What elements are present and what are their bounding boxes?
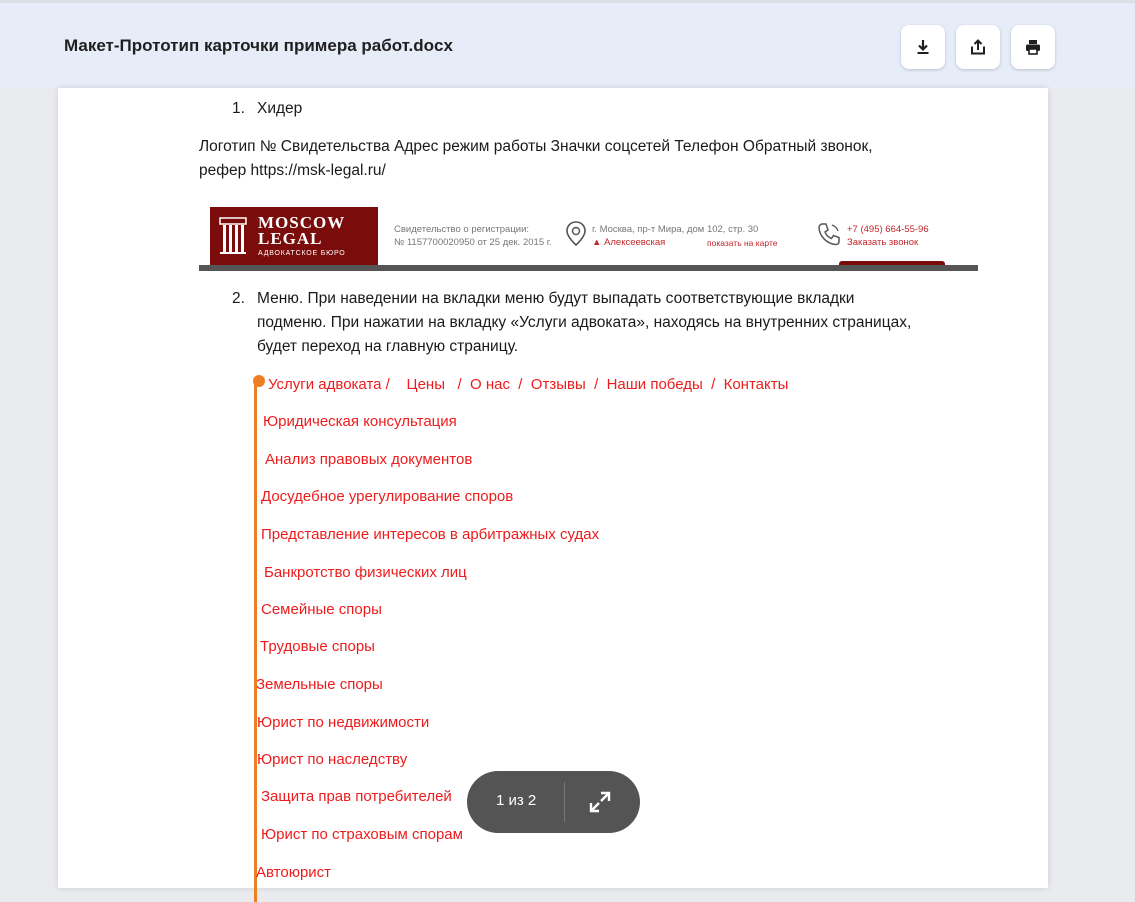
print-button[interactable]	[1011, 25, 1055, 69]
share-button[interactable]	[956, 25, 1000, 69]
phone-icon	[816, 221, 842, 247]
phone-number: +7 (495) 664-55-96	[847, 224, 929, 235]
download-button[interactable]	[901, 25, 945, 69]
list-item-number: 2.	[232, 290, 245, 307]
registration-number: № 1157700020950 от 25 дек. 2015 г.	[394, 237, 552, 248]
callback-link: Заказать звонок	[847, 237, 919, 248]
submenu-item: Трудовые споры	[260, 638, 375, 655]
moscow-legal-logo	[210, 207, 378, 265]
document-title: Макет-Прототип карточки примера работ.docx	[64, 36, 453, 55]
submenu-item: Представление интересов в арбитражных судах	[261, 526, 600, 543]
page-navigator	[467, 771, 640, 833]
page-counter: 1 из 2	[496, 792, 537, 809]
paragraph-line: Меню. При наведении на вкладки меню будут выпадать соответствующие вкладки	[257, 290, 855, 307]
submenu-item: Юрист по наследству	[257, 751, 408, 768]
submenu-connector-line	[254, 382, 257, 902]
menu-bar-strip	[199, 265, 978, 271]
logo-subtitle: АДВОКАТСКОЕ БЮРО	[258, 250, 346, 257]
pillar-logo-icon	[218, 216, 248, 256]
submenu-item: Юридическая консультация	[263, 413, 457, 430]
submenu-item: Юрист по недвижимости	[257, 714, 430, 731]
paragraph-line: будет переход на главную страницу.	[257, 338, 519, 355]
paragraph-line: подменю. При нажатии на вкладку «Услуги адвоката», находясь на внутренних страницах,	[257, 314, 912, 331]
show-on-map-link: показать на карте	[707, 238, 778, 248]
metro-station: ▲ Алексеевская	[592, 237, 666, 248]
paragraph-line: рефер https://msk-legal.ru/	[199, 162, 386, 179]
header-screenshot	[199, 204, 978, 274]
list-item-heading: Хидер	[257, 100, 303, 117]
menu-items: Услуги адвоката / Цены / О нас / Отзывы / Наши победы / Контакты	[268, 376, 789, 393]
registration-label: Свидетельство о регистрации:	[394, 224, 530, 235]
download-icon	[914, 38, 932, 56]
submenu-item: Досудебное урегулирование споров	[261, 488, 514, 505]
submenu-item: Земельные споры	[256, 676, 383, 693]
document-header	[0, 0, 1135, 88]
submenu-item: Анализ правовых документов	[265, 451, 473, 468]
pager-divider	[564, 782, 565, 822]
metro-name: Алексеевская	[604, 237, 666, 248]
logo-text: MOSCOW	[258, 213, 346, 232]
submenu-item: Юрист по страховым спорам	[261, 826, 463, 843]
logo-text: LEGAL	[258, 229, 323, 248]
submenu-connector-dot	[253, 375, 265, 387]
print-icon	[1024, 38, 1042, 56]
share-icon	[969, 38, 987, 56]
document-page	[58, 88, 1048, 888]
submenu-item: Защита прав потребителей	[261, 788, 452, 805]
list-item-number: 1.	[232, 100, 245, 117]
submenu-item: Банкротство физических лиц	[264, 564, 467, 581]
paragraph-line: Логотип № Свидетельства Адрес режим работы Значки соцсетей Телефон Обратный звонок,	[199, 138, 873, 155]
submenu-item: Автоюрист	[256, 864, 332, 881]
location-pin-icon	[565, 221, 587, 247]
office-address: г. Москва, пр-т Мира, дом 102, стр. 30	[592, 224, 759, 235]
expand-icon[interactable]	[587, 789, 613, 815]
submenu-item: Семейные споры	[261, 601, 382, 618]
